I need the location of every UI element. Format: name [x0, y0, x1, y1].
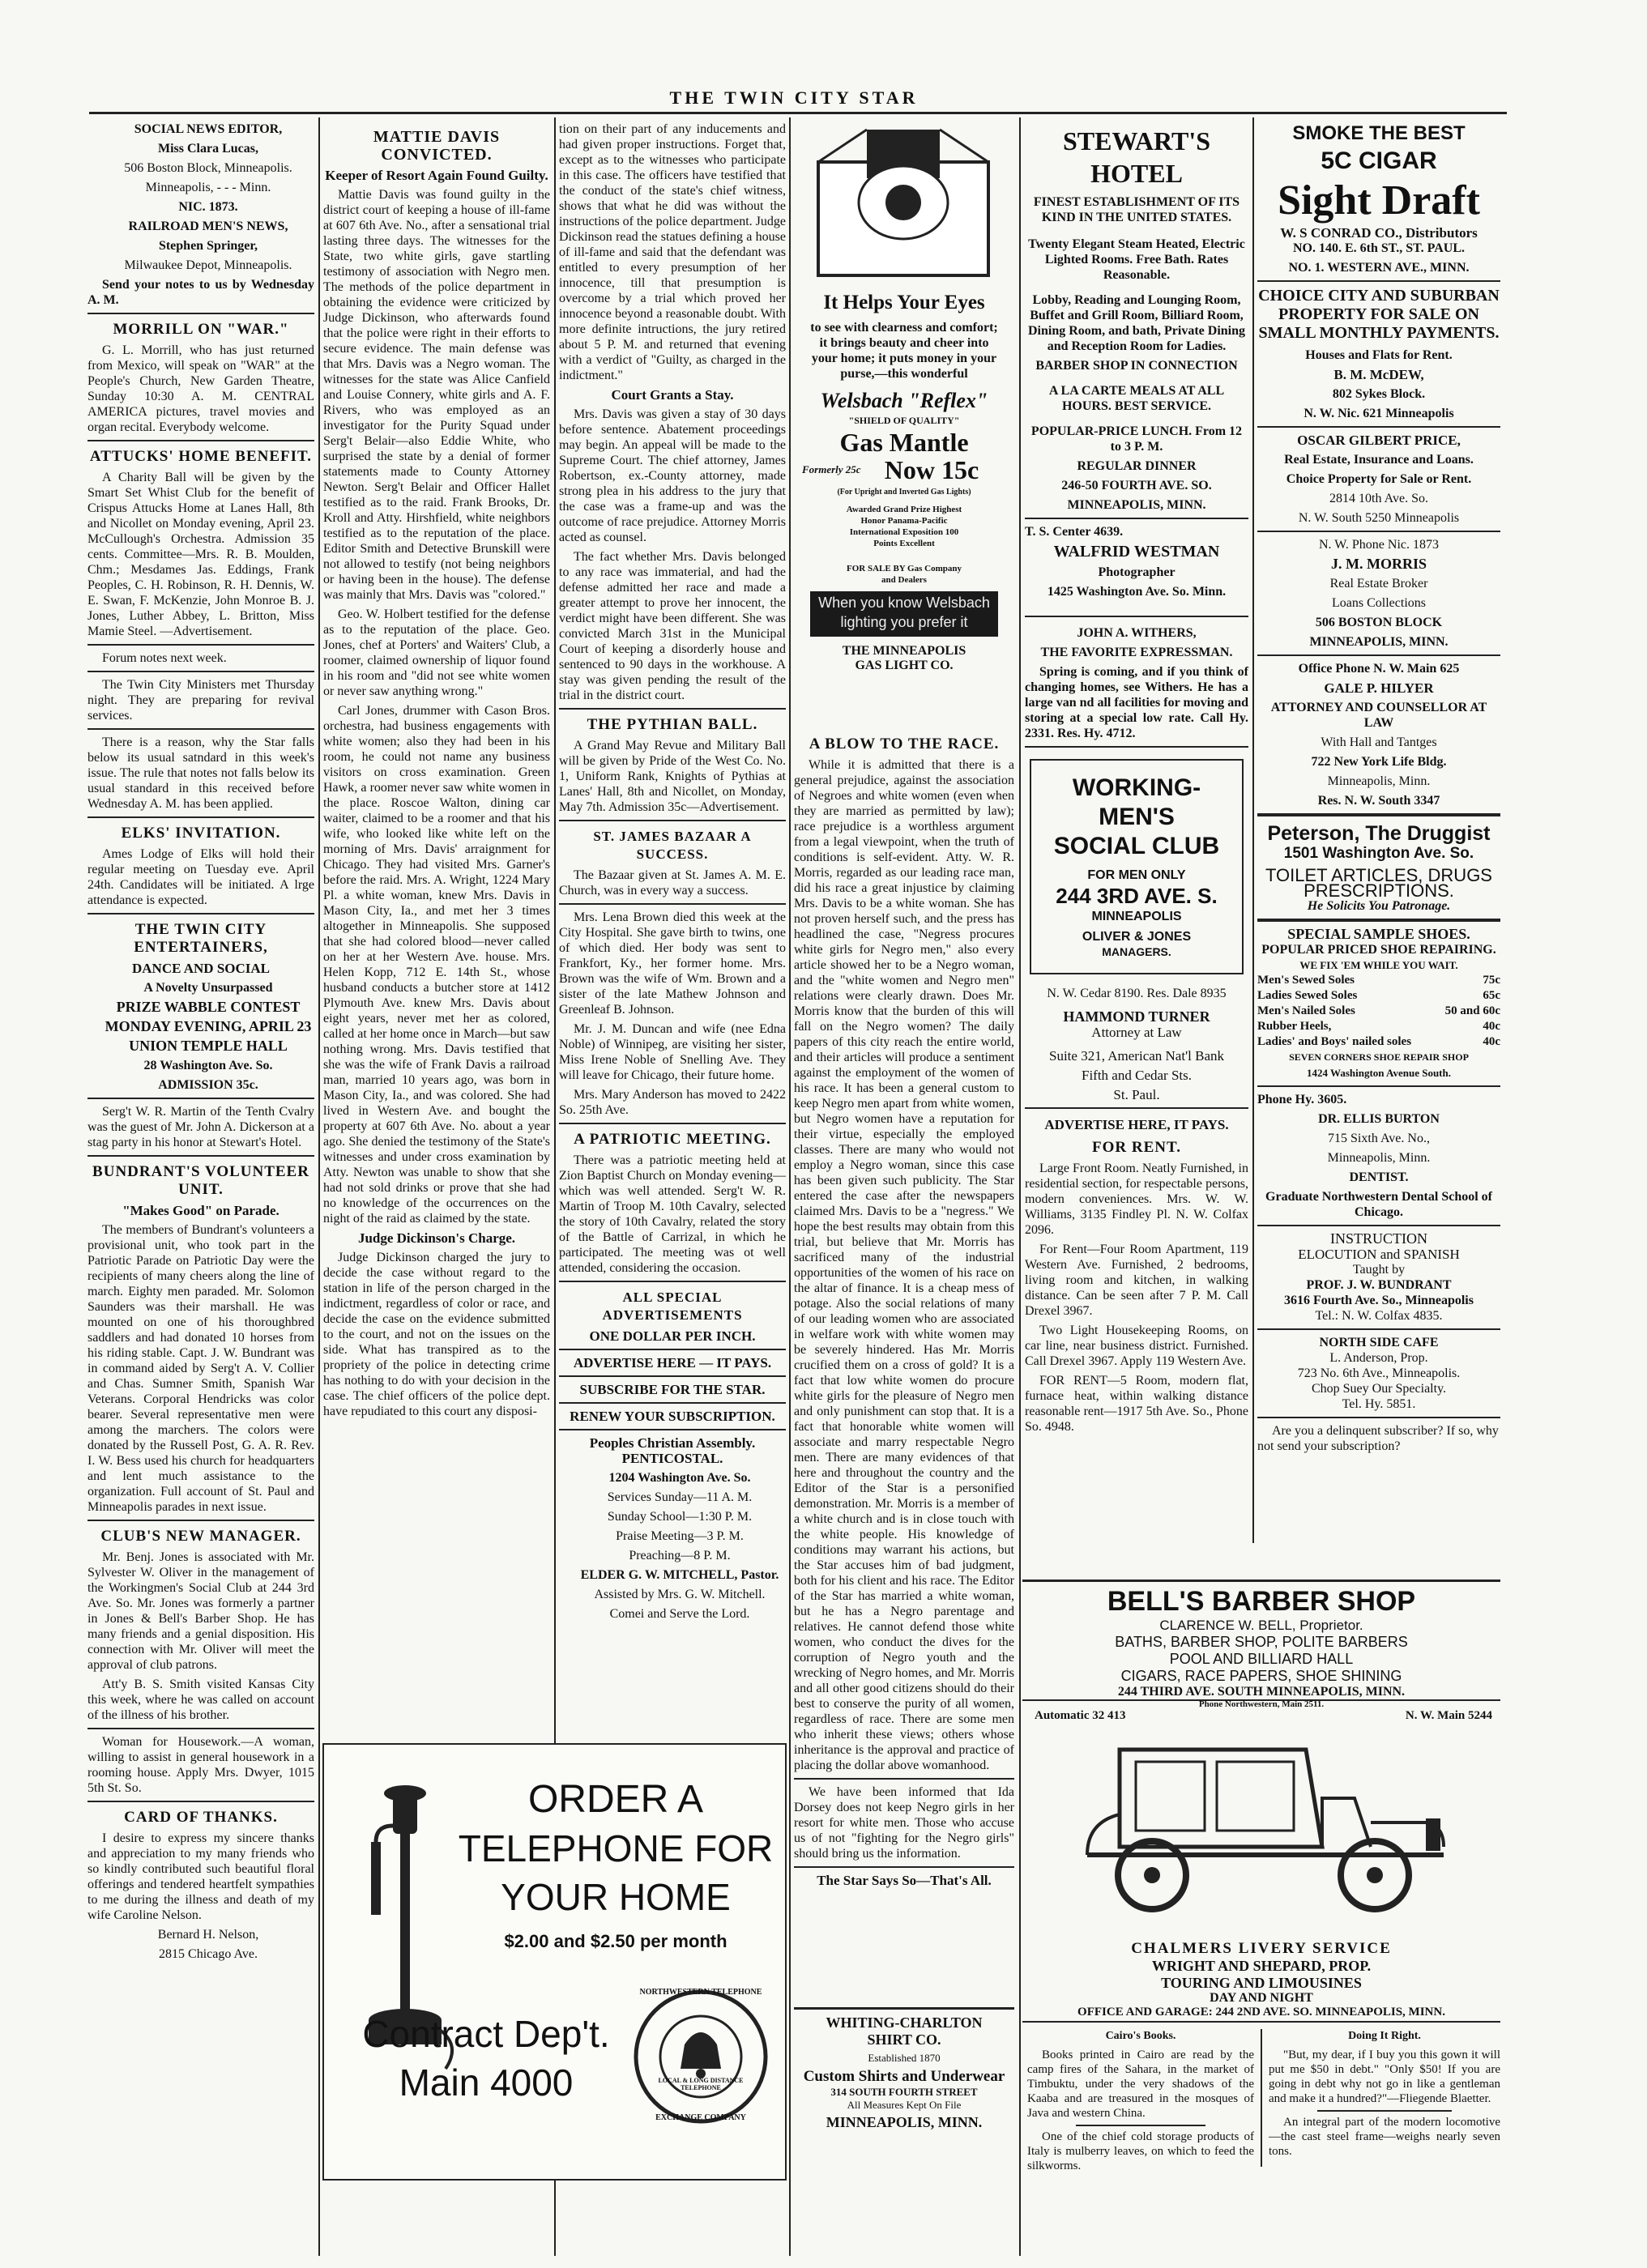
westman-phone: T. S. Center 4639.	[1025, 525, 1124, 539]
column-6	[1257, 122, 1500, 1571]
divider	[87, 440, 314, 441]
entertainers-headline: THE TWIN CITY ENTERTAINERS,	[134, 921, 268, 956]
bell-barber-ad	[1022, 1580, 1500, 1709]
whiting-city: MINNEAPOLIS, MINN.	[826, 2114, 983, 2130]
morrill-headline: MORRILL ON "WAR."	[113, 321, 289, 338]
divider	[559, 1349, 786, 1350]
hilyer-title: ATTORNEY AND COUNSELLOR AT LAW	[1270, 701, 1487, 730]
entertainers-line: UNION TEMPLE HALL	[129, 1038, 288, 1054]
advertise-here: ADVERTISE HERE — IT PAYS.	[573, 1355, 772, 1371]
hilyer-line: 722 New York Life Bldg.	[1311, 755, 1447, 769]
peterson-solicits: He Solicits You Patronage.	[1307, 899, 1451, 913]
assembly-line: Comei and Serve the Lord.	[609, 1607, 750, 1621]
peterson-name: Peterson, The Druggist	[1267, 822, 1491, 845]
divider	[87, 1520, 314, 1521]
for-rent-headline: FOR RENT.	[1092, 1139, 1181, 1156]
special-ads-rate: ONE DOLLAR PER INCH.	[589, 1328, 756, 1344]
divider	[1257, 280, 1500, 282]
stewart-barber: BARBER SHOP IN CONNECTION	[1035, 359, 1238, 373]
turner-name: HAMMOND TURNER	[1063, 1008, 1210, 1025]
shoe-price: 75c	[1483, 974, 1500, 987]
phone-ad-price: $2.00 and $2.50 per month	[504, 1931, 727, 1951]
cairo-column	[1027, 2029, 1254, 2183]
entertainers-line: A Novelty Unsurpassed	[143, 981, 273, 995]
cigar-distributor: W. S CONRAD CO., Distributors	[1280, 225, 1478, 241]
morris-line: 506 BOSTON BLOCK	[1315, 616, 1443, 629]
assembly-headline: Peoples Christian Assembly. PENTICOSTAL.	[589, 1435, 756, 1466]
burton-line: 715 Sixth Ave. No.,	[1328, 1132, 1430, 1145]
mcdew-phone: N. W. Nic. 621 Minneapolis	[1304, 407, 1454, 420]
special-ads-headline: ALL SPECIAL ADVERTISEMENTS	[602, 1290, 743, 1323]
burton-line: Minneapolis, Minn.	[1327, 1151, 1431, 1165]
gas-ad-formerly: Formerly 25c	[802, 463, 861, 475]
entertainers-line: 28 Washington Ave. So.	[143, 1059, 273, 1072]
chalmers-automatic: Automatic 32 413	[1035, 1709, 1126, 1722]
bell-line: 244 THIRD AVE. SOUTH MINNEAPOLIS, MINN.	[1117, 1685, 1406, 1699]
thanks-headline: CARD OF THANKS.	[124, 1809, 278, 1826]
divider	[1257, 1417, 1500, 1418]
thanks-article: I desire to express my sincere thanks and appreciation to my many friends who so kindly contributed such beautiful floral offerings and tendered heartfelt sympathies to me during the illness and death of my wife Caroline Nelson.	[87, 1831, 314, 1922]
bell-line: BATHS, BARBER SHOP, POLITE BARBERS	[1115, 1634, 1408, 1650]
davis-article-1: Mattie Davis was found guilty in the district court of keeping a house of ill-fame at 607 6th Ave. No., after a sensational trial lasting three days. The witnesses for the State, two white girls, gave startling testimony of association with Negro men. The methods of the police department in obtaining the evidence were criticized by Judge Dickinson, who afterwards found that the police were right in their efforts to secure evidence. The main defense was that Mrs. Davis was a Negro woman. The witnesses for the state was Alice Canfield and Louise Connery, white girls and A. F. Rivers, who was employed as an investigator for the Purity Squad under Serg't Belair—also Eddie White, who surprised the state by a denial of former statements made to County Attorney Newton. Serg't Belair and Officer Hallet testified as to the raid. Frank Brooks, Dr. Kroll and Atty. Hirshfield, white neighbors testified as to the reputation of the place. Editor Smith and Detective Brunskill were not allowed to testify (not being neighbors or having been in the house). The defense was mainly that Mrs. Davis was "colored."	[323, 188, 550, 602]
club-headline: CLUB'S NEW MANAGER.	[100, 1528, 301, 1545]
rent-ad-2: For Rent—Four Room Apartment, 119 Western Ave. Furnished, 2 bedrooms, living room and kitchen, in walking distance. Can be seen after 7 P. M. Call Drexel 3967.	[1025, 1243, 1248, 1318]
blow-article: While it is admitted that there is a general prejudice, against the association of Negroes and white women (even when they are married as permitted by law); race prejudice is a worthless argument from a legal viewpoint, when the truth of conditions is self-evident. Atty. W. R. Morris, regarded as our leading race man, did his race a great injustice by claiming Mrs. Davis to be a white woman. She has not proven herself such, and the press has headlined the case, "Negress procures white girls for Negro men," also every article showed her to be a Negro woman, and the "white women and Negro men" relations were clearly drawn. Does Mr. Morris know that the burden of this will fall on the Negro women? The daily papers of this city reach the entire world, and their articles will produce a sentiment against the employment of the women of his race. It has been a general custom to keep Negro men apart from white women, but Negro women have a reputation for their virtue, especially the employed classes. There are many who would not employ a Negro woman, since this case has been given such publicity. The Star entered the case after the newspapers claimed Mrs. Davis to be a "negress." We hope the best results may obtain from this trial, but believe that Mr. Morris has sacrificed many of the industrial opportunities of the women of his race on the altar of finance. It is a cheap mess of potage. Also the social relations of many of our leading women who are associated in welfare work with white women may be severely hindered. Has Mr. Morris crucified them on a cross of gold? It is a fact that low white women do procure white girls for the pleasure of Negro men and only punishment can stop that. It is a fact that honorable white women will associate and marry respectable Negro men. There are many evidences of that here and throughout the country and the Editor of the Star is a personified demonstration. Mr. Morris is a member of a white church and is in close touch with the white people. His knowledge of conditions may warrant his actions, but the Star accuses him of bad judgment, both for his client and his race. The Editor of the Star has married a white woman, but he has a Negro parentage and relatives. He cannot defend those white women, who conduct the dives for the corruption of Negro youth and the wrecking of Negro homes, and Mr. Morris and all other good citizens should do their best to conserve the purity of all women, regardless of race. There are some men who inherit these views; others whose inheritance is the approval and practice of placing the dollar above womanhood.	[794, 758, 1014, 1772]
workingmen-line-6: OLIVER & JONES	[1082, 930, 1192, 944]
shoe-item: Ladies' and Boys' nailed soles	[1257, 1035, 1412, 1048]
thanks-address: 2815 Chicago Ave.	[159, 1947, 258, 1961]
divider	[1076, 2125, 1205, 2126]
social-editor-city: Minneapolis, - - - Minn.	[145, 181, 271, 194]
shoe-price-row	[1257, 1019, 1500, 1034]
martin-note: Serg't W. R. Martin of the Tenth Cvalry was the guest of Mr. John A. Dickerson at a stag party in his honor at Stewart's Hotel.	[87, 1105, 314, 1149]
divider	[1257, 813, 1500, 816]
divider	[1257, 919, 1500, 922]
bell-line: CLARENCE W. BELL, Proprietor.	[1159, 1618, 1363, 1633]
stewart-lobby: Lobby, Reading and Lounging Room, Buffet and Grill Room, Billiard Room, Dining Room, and bath, Private Dining and Reception Room for Ladies.	[1027, 293, 1246, 353]
shoes-shop: SEVEN CORNERS SHOE REPAIR SHOP	[1289, 1051, 1469, 1063]
divider	[1025, 518, 1248, 519]
divider	[1317, 2110, 1452, 2112]
doing-headline: Doing It Right.	[1348, 2030, 1421, 2042]
shoe-price-list	[1257, 973, 1500, 1050]
morris-line: MINNEAPOLIS, MINN.	[1309, 635, 1449, 649]
oscar-line: Choice Property for Sale or Rent.	[1286, 472, 1472, 486]
whiting-ad	[794, 2007, 1014, 2172]
ministers-note: The Twin City Ministers met Thursday night. They are preparing for revival services.	[87, 678, 314, 723]
advertise-here-2: ADVERTISE HERE, IT PAYS.	[1044, 1117, 1229, 1132]
workingmen-line-1: WORKING-MEN'S	[1072, 774, 1201, 830]
stewart-headline: STEWART'S HOTEL	[1062, 126, 1211, 188]
shoe-item: Men's Sewed Soles	[1257, 974, 1355, 987]
shoes-fix: WE FIX 'EM WHILE YOU WAIT.	[1299, 959, 1458, 971]
davis-subheadline: Keeper of Resort Again Found Guilty.	[325, 168, 548, 183]
westman-address: 1425 Washington Ave. So. Minn.	[1047, 585, 1227, 599]
divider	[559, 1123, 786, 1124]
phone-ad-main: Main 4000	[399, 2061, 574, 2104]
stay-headline: Court Grants a Stay.	[611, 387, 734, 403]
davis-article-3: Carl Jones, drummer with Cason Bros. orchestra, had business engagements with white women; also they had been in his room, he could not name any business visitors on cross examination. Green Hawk, a roomer never saw white women in the place. Roscoe Walton, dining car waiter, claimed to be a roomer and that his wife, who looked like white left on the morning of Mrs. Davis' arraignment for Chicago. They had visited Mrs. Garner's before the raid. Mrs. A. Wright, 1224 Mary Pl. a white woman, knew Mrs. Davis in Mason City, Ia., and met her 3 times altogether in Minneapolis. She supposed that she had colored blood—never called on her at her Western Ave. house. Mrs. Helen Kopp, 712 E. 14th St., whose husband conducts a butcher store at 1412 Plymouth Ave. knew Mrs. Davis about eight years, never met her as colored, called at her home once in March—but saw nothing wrong. Mrs. Davis testified that she was the wife of Frank Davis a railroad man, married 10 years ago, was born in Mason City, Ia., and was colored. She had lived in Western Ave. and bought the property at 607 6th Ave. No. about a year ago. She denied the testimony of the State's witnesses and under cross examination by Atty. Newton was unable to show that she had not sold drinks or prove that she had no knowledge of the occurrences on the night of the raid as claimed by the state.	[323, 704, 550, 1226]
column-1	[87, 122, 314, 2179]
cigar-brand: Sight Draft	[1278, 177, 1480, 224]
subscriber-note: Are you a delinquent subscriber? If so, why not send your subscription?	[1257, 1424, 1499, 1453]
automobile-icon	[1063, 1725, 1460, 1920]
club-article: Mr. Benj. Jones is associated with Mr. Sylvester W. Oliver in the management of the Workingmen's Social Club at 244 3rd Ave. So. Mr. Jones was formerly a partner in Jones & Bell's Barber Shop. He has many friends and a genial disposition. His connection with Mr. Oliver will meet the approval of club patrons.	[87, 1550, 314, 1672]
divider	[1257, 531, 1500, 532]
phone-ad-contract: Contract Dep't.	[362, 2013, 610, 2055]
gas-ad-headline: It Helps Your Eyes	[823, 292, 985, 313]
rent-ad-1: Large Front Room. Neatly Furnished, in residential section, for respectable persons, modern conveniences. Mrs. W. W. Williams, 3135 Findley Pl. N. W. Colfax 2096.	[1025, 1162, 1248, 1237]
column-rule	[789, 117, 791, 2256]
seal-top-text: NORTHWESTERN TELEPHONE	[639, 1988, 762, 1997]
shoes-headline: SPECIAL SAMPLE SHOES.	[1287, 926, 1470, 942]
gas-ad-body: to see with clearness and comfort; it brings beauty and cheer into your home; it puts money in your purse,—this wonderful	[810, 321, 998, 381]
bell-line: Phone Northwestern, Main 2511.	[1198, 1699, 1325, 1709]
workingmen-ad	[1030, 759, 1244, 974]
turner-address-1: Suite 321, American Nat'l Bank	[1049, 1048, 1224, 1064]
whiting-custom: Custom Shirts and Underwear	[803, 2068, 1005, 2085]
turner-address-3: St. Paul.	[1113, 1087, 1160, 1102]
shoe-price-row	[1257, 1034, 1500, 1050]
stewart-city: MINNEAPOLIS, MINN.	[1067, 498, 1206, 512]
divider	[87, 644, 314, 646]
column-rule	[318, 117, 320, 2256]
divider	[794, 1866, 1014, 1868]
cafe-line: Chop Suey Our Specialty.	[1311, 1382, 1447, 1396]
divider	[794, 1778, 1014, 1780]
duncan-note: Mr. J. M. Duncan and wife (nee Edna Noble) of Winnipeg, are visiting her sister, Miss Irene Noble of Snelling Ave. They will leave for Chicago, their future home.	[559, 1022, 786, 1082]
thanks-signature: Bernard H. Nelson,	[157, 1928, 259, 1942]
bell-headline: BELL'S BARBER SHOP	[1107, 1586, 1416, 1617]
mcdew-name: B. M. McDEW,	[1333, 367, 1424, 382]
column-rule	[1019, 117, 1021, 2256]
divider	[559, 1281, 786, 1282]
forum-note: Forum notes next week.	[102, 651, 227, 665]
shoe-item: Ladies Sewed Soles	[1257, 989, 1358, 1002]
cairo-divider	[1261, 2029, 1262, 2167]
gas-ad-note: (For Upright and Inverted Gas Lights)	[837, 488, 971, 497]
phone-ad-line-1: ORDER A	[527, 1778, 704, 1821]
burton-name: DR. ELLIS BURTON	[1318, 1112, 1440, 1126]
workingmen-line-4: 244 3RD AVE. S.	[1056, 884, 1218, 908]
oscar-line: 2814 10th Ave. So.	[1329, 492, 1428, 505]
social-editor-name: Miss Clara Lucas,	[158, 142, 258, 156]
burton-line: DENTIST.	[1349, 1170, 1409, 1184]
divider	[559, 1402, 786, 1404]
column-4	[794, 729, 1014, 1993]
patriotic-headline: A PATRIOTIC MEETING.	[574, 1131, 771, 1148]
stewart-sub: FINEST ESTABLISHMENT OF ITS KIND IN THE UNITED STATES.	[1033, 195, 1240, 224]
masthead	[97, 87, 1491, 115]
stewart-address: 246-50 FOURTH AVE. SO.	[1061, 479, 1212, 492]
bell-line: CIGARS, RACE PAPERS, SHOE SHINING	[1120, 1668, 1402, 1684]
stewart-rooms: Twenty Elegant Steam Heated, Electric Lighted Rooms. Free Bath. Rates Reasonable.	[1028, 237, 1245, 282]
withers-body: Spring is coming, and if you think of changing homes, see Withers. He has a large van nd all facilities for moving and storing at a special low rate. Call Hy. 2331. Res. Hy. 4712.	[1025, 665, 1248, 740]
stewart-lunch: POPULAR-PRICE LUNCH. From 12 to 3 P. M.	[1030, 424, 1243, 454]
bell-line: POOL AND BILLIARD HALL	[1169, 1651, 1354, 1667]
morris-phone: N. W. Phone Nic. 1873	[1319, 538, 1439, 552]
withers-name: JOHN A. WITHERS,	[1077, 626, 1197, 640]
chalmers-headline: CHALMERS LIVERY SERVICE	[1131, 1940, 1392, 1957]
cafe-line: L. Anderson, Prop.	[1329, 1351, 1428, 1365]
workingmen-line-7: MANAGERS.	[1102, 945, 1171, 958]
chalmers-ad	[1022, 1701, 1500, 2023]
column-rule	[1252, 117, 1254, 1543]
locomotive-note: An integral part of the modern locomotive—the cast steel frame—weighs nearly seven tons.	[1269, 2116, 1500, 2158]
chalmers-line: DAY AND NIGHT	[1210, 1991, 1313, 2005]
withers-title: THE FAVORITE EXPRESSMAN.	[1040, 646, 1233, 659]
peterson-address: 1501 Washington Ave. So.	[1283, 845, 1474, 862]
phone-ad-line-2: TELEPHONE FOR	[458, 1827, 774, 1869]
property-ad: CHOICE CITY AND SUBURBAN PROPERTY FOR SALE ON SMALL MONTHLY PAYMENTS.	[1258, 287, 1500, 342]
doing-article: "But, my dear, if I buy you this gown it will put me $50 in debt." "Only $50! If you are going in debt why not go in like a gentleman and make it a hundred?"—Fliegende Blaetter.	[1269, 2048, 1500, 2105]
turner-phones: N. W. Cedar 8190. Res. Dale 8935	[1047, 987, 1227, 1000]
assembly-line: Services Sunday—11 A. M.	[607, 1490, 753, 1504]
divider	[559, 1375, 786, 1377]
divider	[87, 816, 314, 818]
instruction-line: ELOCUTION and SPANISH	[1298, 1247, 1460, 1262]
divider	[1257, 1225, 1500, 1226]
elks-article: Ames Lodge of Elks will hold their regular meeting on Tuesday eve. April 24th. Candidates will be initiated. A lrge attendance is expected.	[87, 847, 314, 907]
whiting-established: Established 1870	[868, 2052, 941, 2064]
divider	[87, 913, 314, 914]
divider	[1257, 1328, 1500, 1330]
phone-ad-line-3: YOUR HOME	[501, 1876, 731, 1918]
divider	[1257, 1085, 1500, 1087]
charge-headline: Judge Dickinson's Charge.	[357, 1230, 516, 1246]
morrill-article: G. L. Morrill, who has just returned from Mexico, will speak on "WAR" at the People's Church, New Garden Theatre, Sunday 10:30 A. M. CENTRAL AMERICA pictures, travel movies and organ recital. Everybody welcome.	[87, 343, 314, 434]
renew-note: RENEW YOUR SUBSCRIPTION.	[570, 1409, 775, 1424]
rent-ad-4: FOR RENT—5 Room, modern flat, furnace heat, within walking distance reasonable rent—1917 5th Ave. So., Phone So. 4948.	[1025, 1374, 1248, 1434]
divider	[87, 1728, 314, 1729]
star-says-so: The Star Says So—That's All.	[817, 1873, 992, 1888]
divider	[1025, 616, 1248, 617]
bell-seal-icon	[632, 1988, 770, 2125]
hilyer-phone: Office Phone N. W. Main 625	[1298, 662, 1460, 676]
assembly-address: 1204 Washington Ave. So.	[608, 1471, 751, 1485]
divider	[559, 903, 786, 905]
divider	[87, 313, 314, 314]
morris-title: Real Estate Broker	[1329, 577, 1428, 590]
gas-mantle-ad	[794, 122, 1014, 672]
shoe-price: 65c	[1483, 989, 1500, 1002]
chalmers-line: OFFICE AND GARAGE: 244 2ND AVE. SO. MINNEAPOLIS, MINN.	[1077, 2006, 1445, 2019]
bundrant-headline: BUNDRANT'S VOLUNTEER UNIT.	[92, 1163, 309, 1198]
instruction-headline: INSTRUCTION	[1330, 1230, 1427, 1247]
shoe-price-row	[1257, 988, 1500, 1004]
peterson-toilet: TOILET ARTICLES, DRUGS	[1265, 865, 1492, 885]
shoe-price: 40c	[1483, 1020, 1500, 1033]
chalmers-line: TOURING AND LIMOUSINES	[1161, 1975, 1362, 1991]
hilyer-line: Minneapolis, Minn.	[1327, 774, 1431, 788]
rent-ad-3: Two Light Housekeeping Rooms, on car line, near business district. Furnished. Call Drexel 3967. Apply 119 Western Ave.	[1025, 1324, 1248, 1368]
instruction-line: Taught by	[1352, 1263, 1406, 1277]
railroad-note: Send your notes to us by Wednesday A. M.	[87, 278, 314, 307]
turner-title: Attorney at Law	[1091, 1025, 1182, 1040]
divider	[87, 1155, 314, 1157]
burton-phone: Phone Hy. 3605.	[1257, 1093, 1347, 1106]
anderson-note: Mrs. Mary Anderson has moved to 2422 So. 25th Ave.	[559, 1088, 786, 1117]
gas-lamp-icon	[810, 122, 996, 284]
westman-name: WALFRID WESTMAN	[1053, 543, 1220, 561]
patriotic-article: There was a patriotic meeting held at Zion Baptist Church on Monday evening—which was well attended. Serg't W. R. Martin of Troop M. 10th Cavalry, selected the story of 10th Cavalry, related the story of the Battle of Carrizal, in which he participated. The meeting was ot well attended, considering the occasion.	[559, 1153, 786, 1275]
divider	[87, 671, 314, 672]
divider	[1025, 1107, 1248, 1109]
social-editor-phone: NIC. 1873.	[178, 200, 238, 214]
westman-title: Photographer	[1098, 565, 1176, 579]
fact-article: The fact whether Mrs. Davis belonged to any race was immaterial, and had the defense admitted her race and made a greater attempt to prove her innocent, the verdict might have been different. She was convicted March 31st in the Municipal Court of keeping a disorderly house and sentenced to 90 days in the workhouse. A stay was given pending the result of the trial in the district court.	[559, 550, 786, 702]
charge-article: Judge Dickinson charged the jury to decide the case without regard to the station in life of the person charged in the indictment, regardless of color or race, and decide the case on the evidence submitted to the court, and not on the issues on the side. What has transpired as to the propriety of the police in detecting crime has nothing to do with your decision in the case. The chief officers of the police dept. have repudiated to this court any disposi-	[323, 1251, 550, 1418]
blow-headline: A BLOW TO THE RACE.	[809, 735, 1000, 752]
cigar-price: 5C CIGAR	[1321, 147, 1437, 174]
workingmen-line-3: FOR MEN ONLY	[1087, 868, 1186, 882]
cafe-line: Tel. Hy. 5851.	[1342, 1397, 1416, 1411]
pythian-article: A Grand May Revue and Military Ball will be given by Pride of the West Co. No. 1, Uniform Rank, Knights of Pythias at Lanes' Hall, 8th and Nicollet, on Monday, May 7th. Admission 35c—Advertisement.	[559, 739, 786, 814]
assembly-line: Sunday School—1:30 P. M.	[607, 1510, 753, 1524]
oscar-line: Real Estate, Insurance and Loans.	[1284, 453, 1474, 467]
shoe-item: Men's Nailed Soles	[1257, 1004, 1355, 1017]
stewart-meals: A LA CARTE MEALS AT ALL HOURS. BEST SERVICE.	[1048, 384, 1225, 413]
workingmen-line-5: MINNEAPOLIS	[1091, 910, 1182, 923]
entertainers-sub: DANCE AND SOCIAL	[131, 961, 271, 976]
instruction-line: 3616 Fourth Ave. So., Minneapolis	[1284, 1294, 1474, 1307]
shoe-price-row	[1257, 1004, 1500, 1019]
column-3	[559, 122, 786, 1742]
silk-note: One of the chief cold storage products of Italy is mulberry leaves, on which to feed the silkworms.	[1027, 2130, 1254, 2172]
gas-company-1: THE MINNEAPOLIS	[842, 644, 966, 658]
cigar-address-2: NO. 1. WESTERN AVE., MINN.	[1288, 261, 1470, 275]
subscribe-note: SUBSCRIBE FOR THE STAR.	[579, 1382, 766, 1397]
turner-address-2: Fifth and Cedar Sts.	[1082, 1068, 1192, 1083]
cafe-headline: NORTH SIDE CAFE	[1319, 1336, 1439, 1349]
divider	[1257, 654, 1500, 656]
gas-ad-product: Gas Mantle	[839, 428, 969, 457]
shoe-price-row	[1257, 973, 1500, 988]
pythian-headline: THE PYTHIAN BALL.	[587, 716, 758, 733]
attucks-article: A Charity Ball will be given by the Smart Set Whist Club for the benefit of Crispus Attucks Home at Lanes Hall, 8th and Nicollet on Monday evening, April 23. McCullough's Orchestra. Admission 35 cents. Committee—Mrs. R. B. Moulden, Chm.; Mesdames Jas. Eddings, Frank Peoples, C. H. Robinson, R. H. Dennis, W. E. Swan, F. McKenzie, John Monroe B. J. Jones, Luther Abbey, L. Britton, Miss Mamie Steel. —Advertisement.	[87, 471, 314, 638]
gas-ad-brand: Welsbach "Reflex"	[820, 389, 988, 412]
shoe-item: Rubber Heels,	[1257, 1020, 1332, 1033]
entertainers-line: PRIZE WABBLE CONTEST	[116, 999, 301, 1015]
hilyer-line: With Hall and Tantges	[1321, 735, 1437, 749]
dorsey-note: We have been informed that Ida Dorsey does not keep Negro girls in her resort for white men. Those who accuse us of not "fighting for the Negro girls" should bring us the information.	[794, 1785, 1014, 1861]
assembly-pastor: ELDER G. W. MITCHELL, Pastor.	[580, 1568, 779, 1582]
cairo-article: Books printed in Cairo are read by the camp fires of the Sahara, in the market of Timbuktu, under the very shadows of the Kaaba and are treasured in the mosques of Java and western China.	[1027, 2048, 1254, 2120]
gas-ad-awards: Awarded Grand Prize Highest Honor Panama-Pacific International Exposition 100 Points Excellent	[846, 505, 962, 548]
brown-note: Mrs. Lena Brown died this week at the City Hospital. She gave birth to twins, one of which died. Her body was sent to Frankfort, Ky., her former home. Mrs. Brown was the wife of Wm. Brown and a sister of the late Mathew Johnson and Greenleaf B. Johnson.	[559, 910, 786, 1017]
assembly-line: Preaching—8 P. M.	[629, 1549, 731, 1562]
entertainers-line: MONDAY EVENING, APRIL 23	[105, 1018, 312, 1034]
chalmers-line: WRIGHT AND SHEPARD, PROP.	[1151, 1958, 1372, 1974]
elks-headline: ELKS' INVITATION.	[121, 825, 281, 842]
burton-line: Graduate Northwestern Dental School of Chicago.	[1265, 1190, 1492, 1219]
divider	[87, 728, 314, 730]
whiting-measures: All Measures Kept On File	[847, 2099, 962, 2111]
peterson-prescriptions: PRESCRIPTIONS.	[1304, 880, 1454, 901]
divider	[559, 820, 786, 821]
entertainers-line: ADMISSION 35c.	[158, 1078, 258, 1092]
shoe-price: 50 and 60c	[1444, 1004, 1500, 1017]
gas-ad-shield: "SHIELD OF QUALITY"	[848, 415, 960, 426]
column-2	[323, 122, 550, 1742]
morris-name: J. M. MORRIS	[1331, 556, 1427, 572]
assembly-line: Assisted by Mrs. G. W. Mitchell.	[594, 1588, 766, 1601]
davis-headline: MATTIE DAVIS CONVICTED.	[373, 128, 501, 164]
masthead-title: THE TWIN CITY STAR	[669, 87, 919, 108]
telephone-ad	[322, 1743, 787, 2181]
oscar-line: N. W. South 5250 Minneapolis	[1298, 511, 1460, 525]
social-editor-label: SOCIAL NEWS EDITOR,	[134, 122, 283, 136]
gas-ad-slogan-1: When you know Welsbach	[818, 595, 990, 611]
davis-article-2: Geo. W. Holbert testified for the defense as to the reputation of the place. Geo. Jones, chef at Porters' and Waiters' Club, a roomer, claimed ownership of liquor found in his room and "did not see white women or never saw anything wrong."	[323, 608, 550, 698]
shoe-price: 40c	[1483, 1035, 1500, 1048]
davis-continued: tion on their part of any inducements and had given proper instructions. Forget that, except as to the witnesses who participate in this case. The officers have testified that the conduct of the state's chief witness, shows that what he did was without the instructions of the police department. Judge Dickinson read the statues defining a house of ill-fame and said that the defendant was entitled to every presumption of her innocence, till that presumption is overcome by a trial which proved her innocence beyond a reasonable doubt. With more definite intructions, the jury retired about 5 P. M. and returned that evening with a verdict of "Guilty, as charged in the indictment."	[559, 122, 786, 382]
gas-ad-sale: FOR SALE BY Gas Company and Dealers	[846, 564, 962, 585]
bazaar-headline: ST. JAMES BAZAAR A SUCCESS.	[593, 829, 752, 862]
masthead-rule	[89, 112, 1507, 114]
railroad-label: RAILROAD MEN'S NEWS,	[128, 220, 288, 233]
whiting-name-2: SHIRT CO.	[867, 2031, 941, 2048]
workingmen-line-2: SOCIAL CLUB	[1053, 833, 1220, 859]
column-5	[1025, 122, 1248, 1563]
gas-ad-now: Now 15c	[884, 455, 979, 484]
stewart-dinner: REGULAR DINNER	[1077, 459, 1197, 473]
divider	[1025, 746, 1248, 748]
railroad-address: Milwaukee Depot, Minneapolis.	[124, 258, 292, 272]
bundrant-article: The members of Bundrant's volunteers a provisional unit, who took part in the Patriotic Parade on Patriotic Day were the recipients of many cheers along the line of march. Eighty men paraded. Mr. Solomon Saunders was their marshall. He was mounted on one of his thoroughbred saddlers and had donated 10 horses from his riding stable. Capt. J. W. Bundrant was in command aided by Serg't A. V. Collier and Chas. Sumner Smith, Spanish War Veterans. Corporal Hendricks was color bearer. Several representative men were among the marchers. The colors were donated by the Russell Post, G. A. R. Rev. I. W. Bess used his church for headquarters and lent much assistance to the organization. Full account of St. Paul and Minneapolis parades in next issue.	[87, 1223, 314, 1514]
seal-center-text: LOCAL & LONG DISTANCE TELEPHONE	[658, 2077, 744, 2091]
railroad-name: Stephen Springer,	[158, 239, 258, 253]
shoes-address: 1424 Washington Avenue South.	[1307, 1067, 1451, 1079]
property-houses: Houses and Flats for Rent.	[1305, 348, 1453, 362]
gas-ad-slogan-2: lighting you prefer it	[840, 614, 968, 630]
attucks-headline: ATTUCKS' HOME BENEFIT.	[89, 448, 313, 465]
assembly-line: Praise Meeting—3 P. M.	[616, 1529, 744, 1543]
morris-line: Loans Collections	[1332, 596, 1426, 610]
cigar-smoke: SMOKE THE BEST	[1292, 122, 1466, 144]
divider	[87, 1098, 314, 1099]
bazaar-article: The Bazaar given at St. James A. M. E. Church, was in every way a success.	[559, 868, 786, 897]
divider	[1257, 426, 1500, 428]
gas-company-2: GAS LIGHT CO.	[855, 659, 954, 672]
cairo-headline: Cairo's Books.	[1105, 2030, 1176, 2042]
whiting-street: 314 SOUTH FOURTH STREET	[830, 2086, 978, 2098]
chalmers-nw: N. W. Main 5244	[1405, 1709, 1492, 1722]
woman-ad: Woman for Housework.—A woman, willing to assist in general housework in a rooming house. Apply Mrs. Dwyer, 1015 5th St. So.	[87, 1735, 314, 1795]
hilyer-line: Res. N. W. South 3347	[1317, 794, 1440, 808]
mcdew-address: 802 Sykes Block.	[1332, 387, 1426, 401]
stay-article: Mrs. Davis was given a stay of 30 days before sentence. Abatement proceedings may begin. An appeal will be made to the Supreme Court. The chief attorney, James Robertson, ex.-County attorney, made strong plea in his address to the jury that the case was a frame-up and was the outcome of race prejudice. Attorney Morris acted as counsel.	[559, 407, 786, 544]
social-editor-address: 506 Boston Block, Minneapolis.	[124, 161, 292, 175]
smith-note: Att'y B. S. Smith visited Kansas City this week, where he was called on account of the illness of his brother.	[87, 1678, 314, 1722]
cigar-address-1: NO. 140. E. 6th ST., ST. PAUL.	[1292, 241, 1466, 255]
oscar-name: OSCAR GILBERT PRICE,	[1297, 433, 1461, 448]
doing-column	[1269, 2029, 1500, 2183]
shoes-sub: POPULAR PRICED SHOE REPAIRING.	[1261, 943, 1496, 957]
bundrant-sub: "Makes Good" on Parade.	[122, 1203, 279, 1218]
instruction-line: PROF. J. W. BUNDRANT	[1306, 1278, 1452, 1292]
cafe-line: 723 No. 6th Ave., Minneapolis.	[1297, 1366, 1461, 1380]
hilyer-name: GALE P. HILYER	[1324, 680, 1434, 696]
instruction-line: Tel.: N. W. Colfax 4835.	[1315, 1309, 1443, 1323]
divider	[87, 1801, 314, 1802]
whiting-name-1: WHITING-CHARLTON	[826, 2014, 983, 2031]
divider	[559, 708, 786, 710]
seal-bottom-text: EXCHANGE COMPANY	[655, 2113, 746, 2122]
divider	[559, 1429, 786, 1430]
reason-note: There is a reason, why the Star falls below its usual satndard in this week's issue. The rule that notes not falls below its usual standard in this received before Wednesday A. M. has been applied.	[87, 735, 314, 811]
